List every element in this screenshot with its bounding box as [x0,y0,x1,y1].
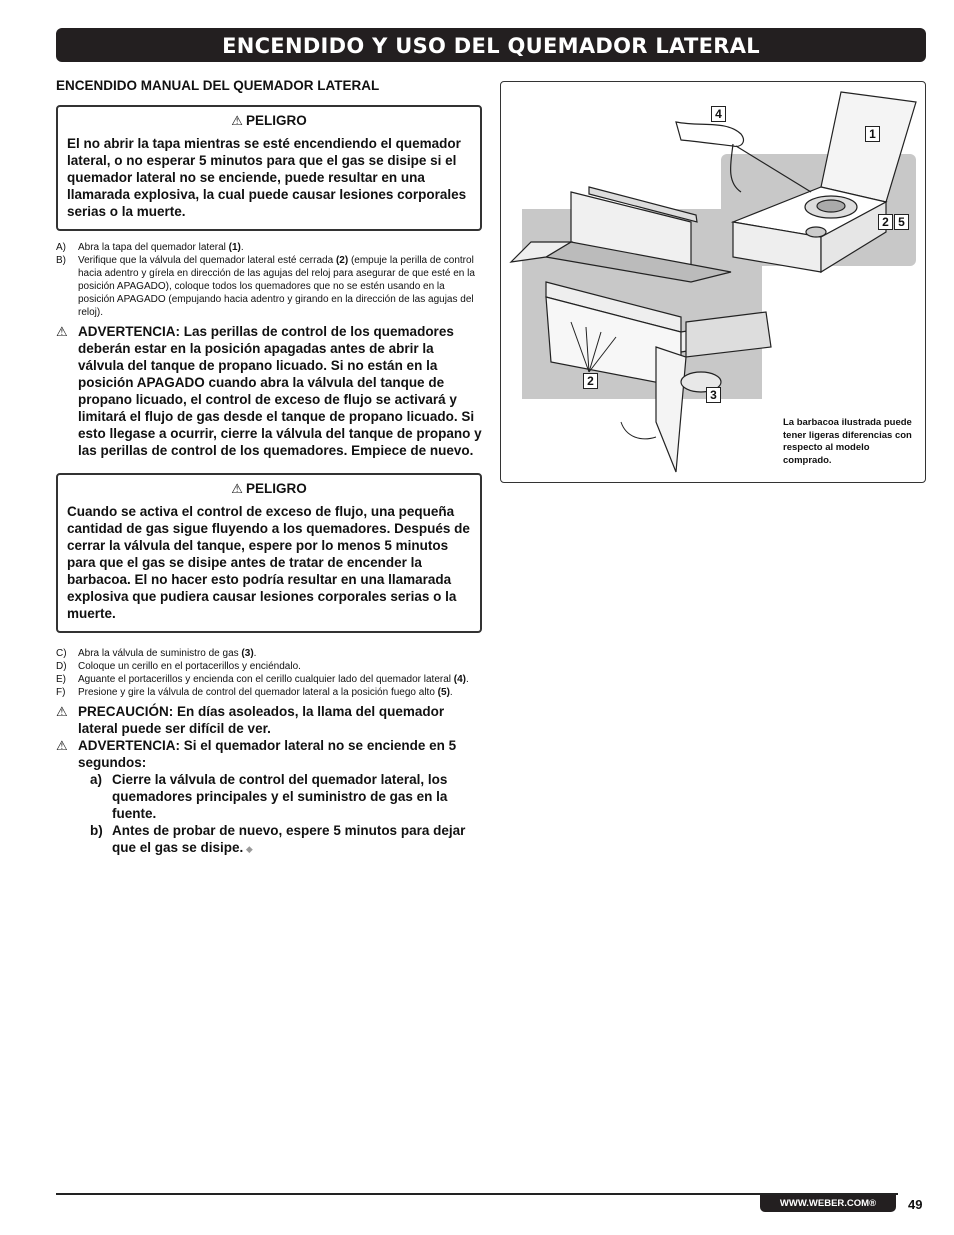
caution-note: ⚠ PRECAUCIÓN: En días asoleados, la llama del quemador lateral puede ser difícil de ver. [56,704,445,736]
warning-triangle-icon: ⚠ [56,704,68,719]
sub-steps-list [56,771,482,858]
danger-text-2: Cuando se activa el control de exceso de flujo, una pequeña cantidad de gas sigue fluyendo a los quemadores. Después de cerrar la válvula del tanque, espere por lo menos 5 minutos para que el gas se disipe antes de tratar de encender la barbacoa. El no hacer esto podría resultar en una llamarada explosiva que pudiera causar lesiones corporales serias o la muerte. [67,504,470,621]
steps-list-2 [56,647,482,699]
danger-box-1 [56,105,482,231]
callout-2-bottom: 2 [583,373,598,389]
danger-text-1: El no abrir la tapa mientras se esté encendiendo el quemador lateral, o no esperar 5 minutos para que el gas se disipe si el quemador lateral no se enciende, puede resultar en una llamarada explosiva, la cual puede causar lesiones corporales serias o la muerte. [67,136,467,219]
step-item [56,241,482,254]
step-label: C) [56,648,67,659]
figure-note: La barbacoa ilustrada puede tener ligeras diferencias con respecto al modelo comprado. [783,417,912,466]
steps-list-1 [56,241,482,319]
step-label: F) [56,687,66,698]
page-number: 49 [908,1197,923,1212]
step-text: Abra la válvula de suministro de gas (3). [78,648,257,659]
callout-1: 1 [865,126,880,142]
callout-5: 5 [894,214,909,230]
step-text: Aguante el portacerillos y encienda con el cerillo cualquier lado del quemador lateral (4). [78,674,469,685]
diamond-end-icon: ◆ [243,844,253,854]
page-title: ENCENDIDO Y USO DEL QUEMADOR LATERAL [56,28,926,62]
sub-step-item [90,822,482,858]
step-text: Verifique que la válvula del quemador lateral esté cerrada (2) (empuje la perilla de control hacia adentro y gírela en dirección de las agujas del reloj para asegurar de que esté en la posición APAGADO), coloque todos los quemadores que no se estén usando en la posición APAGADO (empujando hacia adentro y girando en la dirección de las agujas del reloj). [78,255,475,318]
step-label: D) [56,661,67,672]
warning-1: ⚠ ADVERTENCIA: Las perillas de control de los quemadores deberán estar en la posición apagadas antes de abrir la válvula del tanque de propano licuado. Si no están en la posición APAGADO cuando abra la válvula del tanque de propano licuado, el control de exceso de flujo se activará y limitará el flujo de gas desde el tanque de propano licuado. Si esto llegase a ocurrir, cierre la válvula del tanque de propano y las perillas de control de los quemadores. Empiece de nuevo. [56,324,482,458]
step-text: Presione y gire la válvula de control del quemador lateral a la posición fuego alto (5). [78,687,453,698]
warning-triangle-icon: ⚠ [231,481,243,496]
step-label: E) [56,674,66,685]
step-item [56,254,482,319]
step-item [56,673,482,686]
step-item [56,660,482,673]
sub-step-label: a) [90,772,103,787]
step-label: B) [56,255,66,266]
warning-triangle-icon: ⚠ [231,113,243,128]
callout-3: 3 [706,387,721,403]
footer-url[interactable]: WWW.WEBER.COM® [760,1195,896,1212]
left-column [56,78,482,858]
danger-title-1: ⚠ PELIGRO [231,113,307,128]
sub-step-item [90,771,482,822]
step-item [56,647,482,660]
sub-step-text: Antes de probar de nuevo, espere 5 minutos para dejar que el gas se disipe. ◆ [112,823,466,855]
sub-step-text: Cierre la válvula de control del quemador lateral, los quemadores principales y el suministro de gas en la fuente. [112,772,448,821]
step-label: A) [56,242,66,253]
warning-2: ⚠ ADVERTENCIA: Si el quemador lateral no se enciende en 5 segundos: [56,738,457,770]
sub-step-label: b) [90,823,103,838]
callout-4: 4 [711,106,726,122]
danger-box-2 [56,473,482,633]
warning-triangle-icon: ⚠ [56,738,68,753]
section-subhead: ENCENDIDO MANUAL DEL QUEMADOR LATERAL [56,78,380,93]
step-item [56,686,482,699]
callout-2-top: 2 [878,214,893,230]
step-text: Coloque un cerillo en el portacerillos y enciéndalo. [78,661,301,672]
grill-figure [500,81,926,483]
warning-triangle-icon: ⚠ [56,324,68,339]
step-text: Abra la tapa del quemador lateral (1). [78,242,244,253]
danger-title-2: ⚠ PELIGRO [231,481,307,496]
